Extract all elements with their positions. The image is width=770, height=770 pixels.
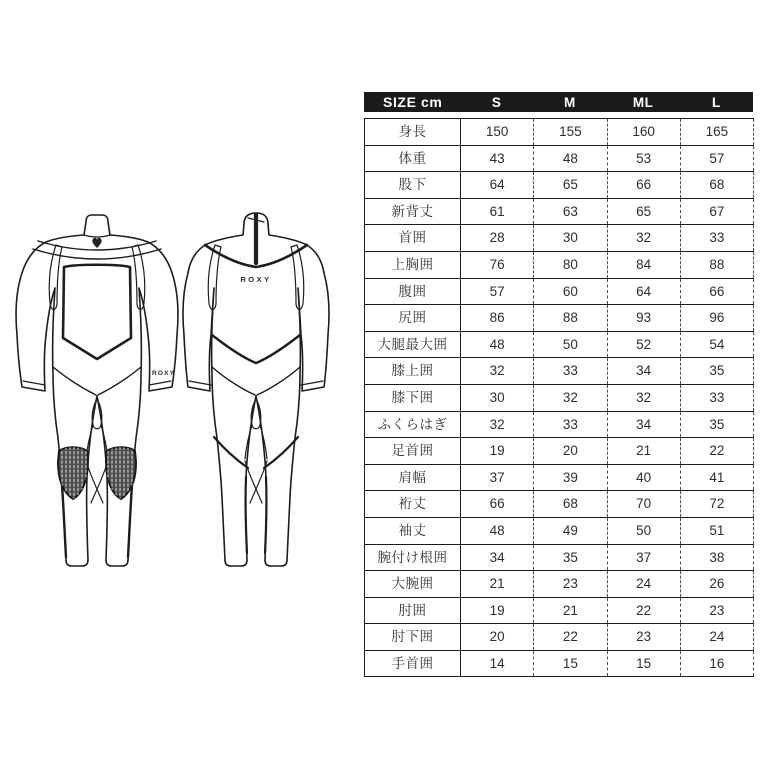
row-label: 足首囲 bbox=[365, 438, 461, 465]
row-label: 肘囲 bbox=[365, 597, 461, 624]
row-value: 34 bbox=[607, 358, 680, 385]
size-column-header-m: M bbox=[564, 94, 576, 110]
row-value: 68 bbox=[680, 172, 753, 199]
table-row bbox=[365, 331, 754, 358]
row-value: 76 bbox=[461, 251, 534, 278]
back-inner-thigh-seams bbox=[245, 425, 267, 503]
row-value: 32 bbox=[607, 384, 680, 411]
row-value: 155 bbox=[534, 119, 607, 146]
row-value: 39 bbox=[534, 464, 607, 491]
row-label: 大腿最大囲 bbox=[365, 331, 461, 358]
wetsuit-front-outline bbox=[16, 215, 178, 566]
row-value: 24 bbox=[607, 571, 680, 598]
table-row bbox=[365, 464, 754, 491]
table-row bbox=[365, 384, 754, 411]
row-value: 93 bbox=[607, 305, 680, 332]
table-row bbox=[365, 571, 754, 598]
row-value: 70 bbox=[607, 491, 680, 518]
row-label: 裄丈 bbox=[365, 491, 461, 518]
row-value: 63 bbox=[534, 198, 607, 225]
row-value: 96 bbox=[680, 305, 753, 332]
table-row bbox=[365, 251, 754, 278]
row-label: 肩幅 bbox=[365, 464, 461, 491]
row-label: 新背丈 bbox=[365, 198, 461, 225]
row-value: 66 bbox=[607, 172, 680, 199]
row-value: 23 bbox=[680, 597, 753, 624]
row-value: 32 bbox=[461, 411, 534, 438]
roxy-back-logo-text: ROXY bbox=[240, 275, 272, 284]
row-label: 尻囲 bbox=[365, 305, 461, 332]
row-label: 膝下囲 bbox=[365, 384, 461, 411]
row-value: 35 bbox=[534, 544, 607, 571]
table-row bbox=[365, 145, 754, 172]
row-value: 21 bbox=[534, 597, 607, 624]
row-label: 肘下囲 bbox=[365, 624, 461, 651]
row-value: 48 bbox=[534, 145, 607, 172]
table-row bbox=[365, 544, 754, 571]
row-label: 首囲 bbox=[365, 225, 461, 252]
roxy-cuff-logo-text: ROXY bbox=[152, 370, 176, 377]
size-table-header bbox=[364, 92, 753, 112]
row-value: 19 bbox=[461, 438, 534, 465]
row-value: 19 bbox=[461, 597, 534, 624]
size-table-header-label: SIZE cm bbox=[383, 94, 443, 110]
row-value: 20 bbox=[461, 624, 534, 651]
row-value: 67 bbox=[680, 198, 753, 225]
row-value: 50 bbox=[607, 517, 680, 544]
row-value: 23 bbox=[534, 571, 607, 598]
table-row bbox=[365, 650, 754, 677]
row-value: 32 bbox=[607, 225, 680, 252]
row-value: 40 bbox=[607, 464, 680, 491]
row-value: 64 bbox=[461, 172, 534, 199]
row-value: 52 bbox=[607, 331, 680, 358]
table-row bbox=[365, 624, 754, 651]
row-label: 大腕囲 bbox=[365, 571, 461, 598]
front-inner-thigh-seams bbox=[86, 425, 108, 503]
row-value: 57 bbox=[461, 278, 534, 305]
row-value: 64 bbox=[607, 278, 680, 305]
row-label: 膝上囲 bbox=[365, 358, 461, 385]
row-value: 30 bbox=[534, 225, 607, 252]
table-row bbox=[365, 119, 754, 146]
row-label: 身長 bbox=[365, 119, 461, 146]
row-value: 33 bbox=[680, 225, 753, 252]
row-value: 88 bbox=[534, 305, 607, 332]
size-column-header-ml: ML bbox=[632, 94, 654, 110]
table-row bbox=[365, 172, 754, 199]
row-value: 68 bbox=[534, 491, 607, 518]
row-value: 48 bbox=[461, 331, 534, 358]
row-value: 15 bbox=[534, 650, 607, 677]
wetsuit-back-illustration bbox=[183, 213, 329, 566]
row-value: 66 bbox=[680, 278, 753, 305]
row-value: 28 bbox=[461, 225, 534, 252]
row-value: 51 bbox=[680, 517, 753, 544]
row-value: 160 bbox=[607, 119, 680, 146]
row-label: 腹囲 bbox=[365, 278, 461, 305]
row-label: 上胸囲 bbox=[365, 251, 461, 278]
row-value: 57 bbox=[680, 145, 753, 172]
row-value: 14 bbox=[461, 650, 534, 677]
row-value: 35 bbox=[680, 411, 753, 438]
row-value: 60 bbox=[534, 278, 607, 305]
size-table bbox=[364, 118, 754, 677]
row-value: 86 bbox=[461, 305, 534, 332]
row-value: 72 bbox=[680, 491, 753, 518]
row-value: 26 bbox=[680, 571, 753, 598]
row-value: 22 bbox=[680, 438, 753, 465]
size-table-section bbox=[364, 92, 753, 677]
wetsuit-front-illustration bbox=[16, 215, 178, 566]
row-value: 15 bbox=[607, 650, 680, 677]
row-value: 33 bbox=[680, 384, 753, 411]
row-value: 84 bbox=[607, 251, 680, 278]
row-value: 88 bbox=[680, 251, 753, 278]
table-row bbox=[365, 491, 754, 518]
row-value: 33 bbox=[534, 411, 607, 438]
row-value: 37 bbox=[607, 544, 680, 571]
row-value: 66 bbox=[461, 491, 534, 518]
row-label: 体重 bbox=[365, 145, 461, 172]
table-row bbox=[365, 198, 754, 225]
row-value: 41 bbox=[680, 464, 753, 491]
size-column-header-l: L bbox=[712, 94, 721, 110]
row-value: 61 bbox=[461, 198, 534, 225]
row-label: ふくらはぎ bbox=[365, 411, 461, 438]
row-value: 54 bbox=[680, 331, 753, 358]
row-value: 150 bbox=[461, 119, 534, 146]
row-value: 21 bbox=[607, 438, 680, 465]
row-value: 21 bbox=[461, 571, 534, 598]
row-value: 34 bbox=[461, 544, 534, 571]
row-value: 43 bbox=[461, 145, 534, 172]
row-value: 22 bbox=[534, 624, 607, 651]
table-row bbox=[365, 278, 754, 305]
row-value: 32 bbox=[534, 384, 607, 411]
row-value: 16 bbox=[680, 650, 753, 677]
row-label: 股下 bbox=[365, 172, 461, 199]
table-row bbox=[365, 305, 754, 332]
row-label: 袖丈 bbox=[365, 517, 461, 544]
table-row bbox=[365, 597, 754, 624]
size-table-body bbox=[365, 119, 754, 677]
row-label: 手首囲 bbox=[365, 650, 461, 677]
row-value: 49 bbox=[534, 517, 607, 544]
table-row bbox=[365, 225, 754, 252]
row-value: 37 bbox=[461, 464, 534, 491]
row-value: 23 bbox=[607, 624, 680, 651]
row-value: 32 bbox=[461, 358, 534, 385]
row-value: 24 bbox=[680, 624, 753, 651]
row-value: 38 bbox=[680, 544, 753, 571]
size-column-header-s: S bbox=[491, 94, 502, 110]
row-value: 22 bbox=[607, 597, 680, 624]
wetsuit-illustrations bbox=[0, 185, 360, 585]
table-row bbox=[365, 438, 754, 465]
row-value: 80 bbox=[534, 251, 607, 278]
row-value: 35 bbox=[680, 358, 753, 385]
row-value: 50 bbox=[534, 331, 607, 358]
row-value: 65 bbox=[534, 172, 607, 199]
row-value: 20 bbox=[534, 438, 607, 465]
row-value: 33 bbox=[534, 358, 607, 385]
row-label: 腕付け根囲 bbox=[365, 544, 461, 571]
row-value: 34 bbox=[607, 411, 680, 438]
row-value: 65 bbox=[607, 198, 680, 225]
row-value: 165 bbox=[680, 119, 753, 146]
table-row bbox=[365, 358, 754, 385]
table-row bbox=[365, 517, 754, 544]
row-value: 53 bbox=[607, 145, 680, 172]
row-value: 30 bbox=[461, 384, 534, 411]
table-row bbox=[365, 411, 754, 438]
row-value: 48 bbox=[461, 517, 534, 544]
